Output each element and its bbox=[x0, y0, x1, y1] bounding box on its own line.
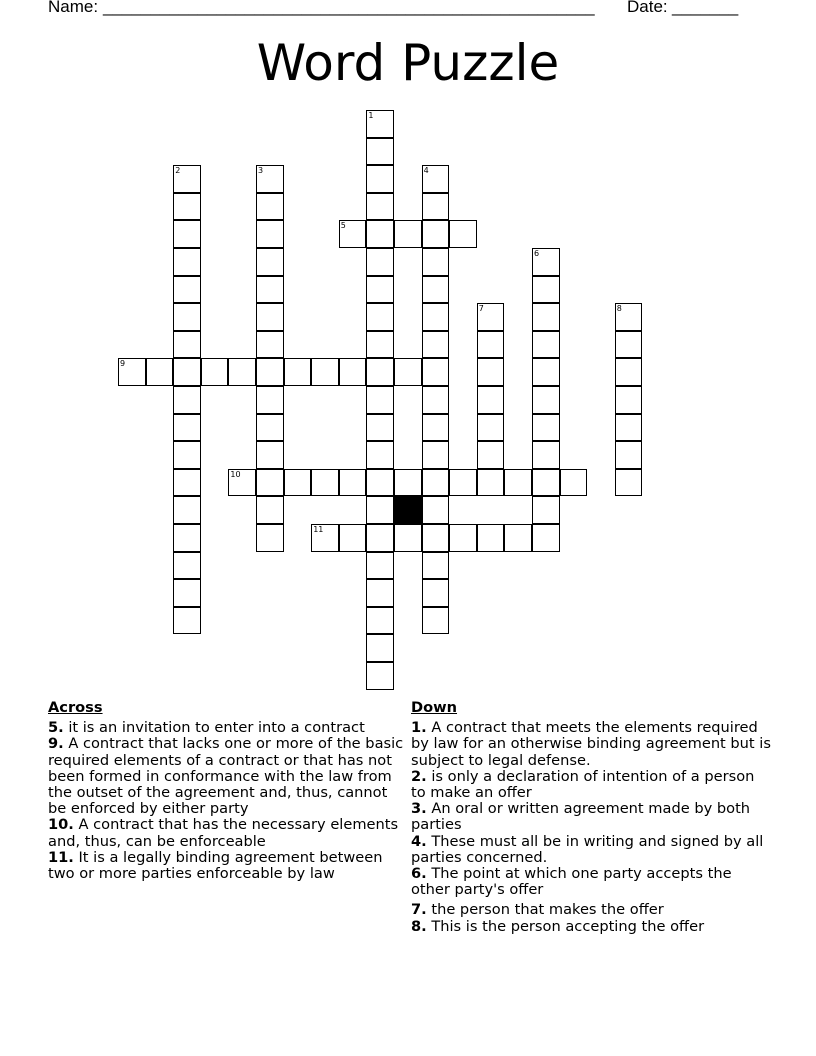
crossword-cell[interactable] bbox=[366, 331, 394, 359]
crossword-cell[interactable] bbox=[173, 552, 201, 580]
clue-text: An oral or written agreement made by both parties bbox=[411, 800, 751, 834]
across-clue bbox=[48, 720, 408, 736]
crossword-cell[interactable] bbox=[366, 579, 394, 607]
crossword-cell[interactable] bbox=[449, 524, 477, 552]
crossword-cell[interactable] bbox=[284, 469, 312, 497]
crossword-cell[interactable] bbox=[477, 469, 505, 497]
clue-number: 1. bbox=[411, 719, 427, 737]
crossword-cell[interactable] bbox=[532, 496, 560, 524]
crossword-cell[interactable] bbox=[201, 358, 229, 386]
down-clue bbox=[411, 919, 771, 935]
crossword-cell[interactable] bbox=[366, 138, 394, 166]
crossword-cell[interactable] bbox=[173, 579, 201, 607]
crossword-cell[interactable] bbox=[394, 524, 422, 552]
clue-number: 10. bbox=[48, 816, 74, 834]
crossword-cell[interactable] bbox=[422, 441, 450, 469]
crossword-cell[interactable] bbox=[394, 220, 422, 248]
crossword-cell[interactable] bbox=[256, 414, 284, 442]
crossword-cell[interactable] bbox=[532, 248, 560, 276]
crossword-cell[interactable] bbox=[256, 220, 284, 248]
crossword-cell[interactable] bbox=[532, 303, 560, 331]
crossword-cell[interactable] bbox=[532, 441, 560, 469]
crossword-cell[interactable] bbox=[477, 331, 505, 359]
crossword-cell[interactable] bbox=[173, 358, 201, 386]
crossword-cell[interactable] bbox=[449, 469, 477, 497]
crossword-cell[interactable] bbox=[256, 469, 284, 497]
crossword-cell[interactable] bbox=[532, 358, 560, 386]
cell-number: 1 bbox=[368, 111, 374, 120]
crossword-cell[interactable] bbox=[256, 441, 284, 469]
crossword-cell[interactable] bbox=[173, 496, 201, 524]
crossword-cell[interactable] bbox=[366, 634, 394, 662]
crossword-black-cell bbox=[394, 496, 422, 524]
crossword-cell[interactable] bbox=[366, 441, 394, 469]
crossword-cell[interactable] bbox=[422, 193, 450, 221]
crossword-cell[interactable] bbox=[422, 552, 450, 580]
crossword-cell[interactable] bbox=[366, 303, 394, 331]
crossword-cell[interactable] bbox=[173, 165, 201, 193]
crossword-cell[interactable] bbox=[477, 441, 505, 469]
name-label: Name: bbox=[48, 0, 99, 16]
across-clue bbox=[48, 850, 408, 882]
across-heading: Across bbox=[48, 699, 103, 716]
crossword-cell[interactable] bbox=[422, 331, 450, 359]
crossword-cell[interactable] bbox=[422, 303, 450, 331]
crossword-cell[interactable] bbox=[256, 165, 284, 193]
clue-text: A contract that meets the elements required by law for an otherwise binding agreement but is subject to legal defense. bbox=[411, 719, 771, 769]
down-clue bbox=[411, 834, 771, 866]
crossword-cell[interactable] bbox=[366, 276, 394, 304]
crossword-cell[interactable] bbox=[615, 386, 643, 414]
crossword-cell[interactable] bbox=[532, 276, 560, 304]
crossword-cell[interactable] bbox=[339, 524, 367, 552]
clue-number: 7. bbox=[411, 901, 427, 919]
crossword-cell[interactable] bbox=[504, 469, 532, 497]
crossword-cell[interactable] bbox=[422, 165, 450, 193]
crossword-cell[interactable] bbox=[256, 276, 284, 304]
crossword-cell[interactable] bbox=[532, 331, 560, 359]
clue-text: it is an invitation to enter into a contract bbox=[63, 719, 365, 737]
clue-number: 6. bbox=[411, 865, 427, 883]
clue-number: 2. bbox=[411, 767, 427, 785]
crossword-cell[interactable] bbox=[422, 358, 450, 386]
crossword-cell[interactable] bbox=[256, 248, 284, 276]
crossword-cell[interactable] bbox=[477, 414, 505, 442]
crossword-cell[interactable] bbox=[366, 469, 394, 497]
crossword-cell[interactable] bbox=[228, 469, 256, 497]
clue-text: is only a declaration of intention of a person to make an offer bbox=[411, 767, 755, 802]
crossword-cell[interactable] bbox=[477, 303, 505, 331]
crossword-cell[interactable] bbox=[366, 524, 394, 552]
across-clues bbox=[48, 700, 408, 882]
crossword-cell[interactable] bbox=[615, 358, 643, 386]
crossword-cell[interactable] bbox=[394, 358, 422, 386]
cell-number: 11 bbox=[313, 525, 324, 534]
clue-number: 9. bbox=[48, 735, 64, 753]
clue-text: It is a legally binding agreement between two or more parties enforceable by law bbox=[48, 848, 383, 883]
crossword-cell[interactable] bbox=[422, 414, 450, 442]
clue-text: A contract that has the necessary elements and, thus, can be enforceable bbox=[48, 816, 399, 850]
clue-number: 5. bbox=[48, 719, 64, 737]
crossword-cell[interactable] bbox=[146, 358, 174, 386]
crossword-cell[interactable] bbox=[366, 552, 394, 580]
crossword-cell[interactable] bbox=[477, 524, 505, 552]
crossword-cell[interactable] bbox=[449, 220, 477, 248]
crossword-cell[interactable] bbox=[366, 414, 394, 442]
crossword-cell[interactable] bbox=[366, 220, 394, 248]
crossword-cell[interactable] bbox=[311, 358, 339, 386]
down-clue bbox=[411, 902, 771, 918]
across-clue-list bbox=[48, 720, 408, 882]
name-line[interactable]: ____________________________________________________ bbox=[103, 0, 595, 16]
crossword-cell[interactable] bbox=[394, 469, 422, 497]
clue-text: The point at which one party accepts the other party's offer bbox=[411, 865, 732, 899]
down-clue bbox=[411, 866, 771, 898]
crossword-cell[interactable] bbox=[256, 331, 284, 359]
cell-number: 8 bbox=[616, 304, 622, 314]
crossword-cell[interactable] bbox=[311, 469, 339, 497]
cell-number: 9 bbox=[120, 359, 126, 369]
crossword-cell[interactable] bbox=[366, 496, 394, 524]
down-heading: Down bbox=[411, 699, 458, 716]
across-clue bbox=[48, 817, 408, 849]
crossword-cell[interactable] bbox=[256, 524, 284, 552]
page-title: Word Puzzle bbox=[256, 34, 560, 92]
clue-number: 11. bbox=[48, 848, 74, 866]
crossword-cell[interactable] bbox=[422, 220, 450, 248]
crossword-cell[interactable] bbox=[560, 469, 588, 497]
crossword-cell[interactable] bbox=[477, 358, 505, 386]
down-clue bbox=[411, 801, 771, 833]
crossword-cell[interactable] bbox=[256, 496, 284, 524]
crossword-cell[interactable] bbox=[284, 358, 312, 386]
date-label: Date: bbox=[627, 0, 668, 16]
clue-number: 8. bbox=[411, 917, 427, 935]
clue-text: These must all be in writing and signed by all parties concerned. bbox=[411, 832, 764, 866]
crossword-cell[interactable] bbox=[532, 469, 560, 497]
crossword-cell[interactable] bbox=[532, 524, 560, 552]
crossword-cell[interactable] bbox=[256, 193, 284, 221]
crossword-cell[interactable] bbox=[256, 386, 284, 414]
crossword-cell[interactable] bbox=[366, 110, 394, 138]
crossword-cell[interactable] bbox=[256, 358, 284, 386]
crossword-cell[interactable] bbox=[422, 524, 450, 552]
crossword-cell[interactable] bbox=[477, 386, 505, 414]
crossword-cell[interactable] bbox=[422, 496, 450, 524]
crossword-cell[interactable] bbox=[256, 303, 284, 331]
crossword-cell[interactable] bbox=[173, 441, 201, 469]
crossword-cell[interactable] bbox=[532, 386, 560, 414]
cell-number: 6 bbox=[534, 249, 540, 258]
crossword-cell[interactable] bbox=[615, 331, 643, 359]
cell-number: 5 bbox=[340, 221, 346, 231]
down-clues bbox=[411, 700, 771, 935]
clue-text: A contract that lacks one or more of the basic required elements of a contract or that has not been formed in conformance with the law from the outset of the agreement and, thus, cannot be enforced by either party bbox=[48, 735, 404, 818]
crossword-cell[interactable] bbox=[366, 607, 394, 635]
crossword-cell[interactable] bbox=[228, 358, 256, 386]
crossword-cell[interactable] bbox=[173, 193, 201, 221]
down-clue bbox=[411, 720, 771, 769]
crossword-cell[interactable] bbox=[173, 220, 201, 248]
crossword-cell[interactable] bbox=[504, 524, 532, 552]
cell-number: 2 bbox=[175, 166, 181, 176]
crossword-cell[interactable] bbox=[173, 469, 201, 497]
clue-text: the person that makes the offer bbox=[426, 901, 664, 919]
crossword-cell[interactable] bbox=[173, 607, 201, 635]
crossword-cell[interactable] bbox=[339, 220, 367, 248]
crossword-cell[interactable] bbox=[366, 193, 394, 221]
date-line[interactable]: _______ bbox=[672, 0, 739, 16]
crossword-cell[interactable] bbox=[173, 331, 201, 359]
cell-number: 3 bbox=[258, 166, 264, 176]
crossword-cell[interactable] bbox=[173, 303, 201, 331]
down-clue bbox=[411, 769, 771, 801]
crossword-cell[interactable] bbox=[615, 469, 643, 497]
crossword-cell[interactable] bbox=[311, 524, 339, 552]
clue-text: This is the person accepting the offer bbox=[426, 917, 705, 935]
crossword-cell[interactable] bbox=[173, 248, 201, 276]
cell-number: 7 bbox=[478, 304, 484, 314]
across-clue bbox=[48, 736, 408, 817]
crossword-cell[interactable] bbox=[366, 358, 394, 386]
crossword-cell[interactable] bbox=[366, 165, 394, 193]
crossword-cell[interactable] bbox=[615, 441, 643, 469]
crossword-cell[interactable] bbox=[532, 414, 560, 442]
crossword-cell[interactable] bbox=[422, 579, 450, 607]
crossword-cell[interactable] bbox=[422, 276, 450, 304]
crossword-cell[interactable] bbox=[422, 386, 450, 414]
down-clue-list bbox=[411, 720, 771, 935]
crossword-cell[interactable] bbox=[173, 414, 201, 442]
crossword-cell[interactable] bbox=[366, 662, 394, 690]
clue-number: 3. bbox=[411, 800, 427, 818]
crossword-cell[interactable] bbox=[422, 248, 450, 276]
crossword-cell[interactable] bbox=[339, 358, 367, 386]
clue-number: 4. bbox=[411, 832, 427, 850]
crossword-cell[interactable] bbox=[118, 358, 146, 386]
crossword-cell[interactable] bbox=[173, 524, 201, 552]
crossword-cell[interactable] bbox=[366, 386, 394, 414]
crossword-cell[interactable] bbox=[366, 248, 394, 276]
crossword-cell[interactable] bbox=[422, 469, 450, 497]
crossword-cell[interactable] bbox=[339, 469, 367, 497]
cell-number: 4 bbox=[423, 166, 429, 176]
crossword-cell[interactable] bbox=[615, 414, 643, 442]
crossword-cell[interactable] bbox=[173, 276, 201, 304]
crossword-cell[interactable] bbox=[173, 386, 201, 414]
crossword-cell[interactable] bbox=[422, 607, 450, 635]
cell-number: 10 bbox=[230, 469, 241, 479]
crossword-cell[interactable] bbox=[615, 303, 643, 331]
